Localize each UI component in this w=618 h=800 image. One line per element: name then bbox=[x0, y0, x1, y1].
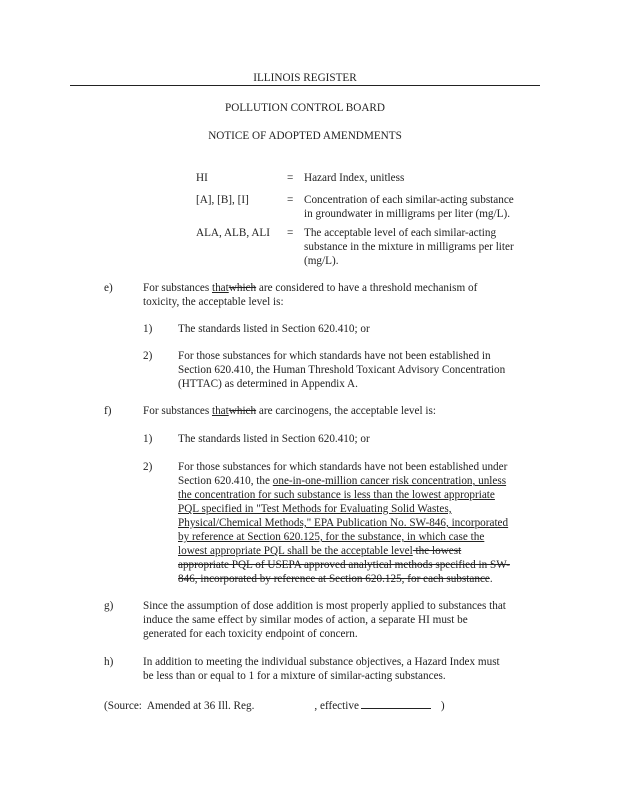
paragraph-label: f) bbox=[104, 405, 112, 417]
equals-sign: = bbox=[287, 194, 294, 206]
text-span: Section 620.410, the bbox=[178, 475, 273, 487]
text-span: For substances bbox=[143, 405, 212, 417]
definition-text: substance in the mixture in milligrams per liter bbox=[304, 241, 514, 253]
deleted-text: 846, incorporated by reference at Section 620.125, for each substance bbox=[178, 573, 490, 585]
inserted-text: the concentration for such substance is less than the lowest appropriate bbox=[178, 489, 495, 501]
text-span: . bbox=[489, 573, 493, 585]
item-text bbox=[178, 502, 536, 517]
text-span: For substances bbox=[143, 282, 212, 294]
deleted-text: which bbox=[228, 282, 257, 294]
board-title: POLLUTION CONTROL BOARD bbox=[225, 102, 385, 114]
paragraph-text: toxicity, the acceptable level is: bbox=[143, 296, 284, 308]
source-note bbox=[104, 699, 445, 714]
paragraph-text: generated for each toxicity endpoint of concern. bbox=[143, 628, 358, 640]
definition-term: ALA, ALB, ALI bbox=[196, 227, 270, 239]
text-span: are carcinogens, the acceptable level is: bbox=[256, 405, 436, 417]
item-text bbox=[178, 544, 536, 559]
source-text: ) bbox=[440, 700, 445, 712]
inserted-text: lowest appropriate PQL shall be the acceptable level bbox=[178, 545, 413, 557]
paragraph-text: Since the assumption of dose addition is most properly applied to substances that bbox=[143, 600, 506, 612]
source-text: , effective bbox=[314, 700, 359, 712]
item-text: For those substances for which standards have not been established under bbox=[178, 461, 508, 473]
blank-line bbox=[361, 708, 431, 709]
inserted-text: by reference at Section 620.125, for the substance, in which case the bbox=[178, 531, 485, 543]
paragraph-label: g) bbox=[104, 600, 114, 612]
definition-term: HI bbox=[196, 172, 208, 184]
paragraph-text: be less than or equal to 1 for a mixture of similar-acting substances. bbox=[143, 670, 446, 682]
paragraph-label: e) bbox=[104, 282, 113, 294]
equals-sign: = bbox=[287, 172, 294, 184]
definition-term: [A], [B], [I] bbox=[196, 194, 249, 206]
paragraph-text bbox=[143, 404, 536, 419]
item-text: The standards listed in Section 620.410; or bbox=[178, 433, 370, 445]
definition-text: (mg/L). bbox=[304, 255, 339, 267]
item-number: 1) bbox=[143, 433, 153, 445]
inserted-text: PQL specified in "Test Methods for Evaluating Solid Wastes, bbox=[178, 503, 452, 515]
deleted-text: appropriate PQL of USEPA approved analytical methods specified in SW- bbox=[178, 559, 510, 571]
definition-text: The acceptable level of each similar-acting bbox=[304, 227, 497, 239]
equals-sign: = bbox=[287, 227, 294, 239]
text-span: are considered to have a threshold mechanism of bbox=[256, 282, 478, 294]
item-number: 2) bbox=[143, 461, 153, 473]
item-text: Section 620.410, the Human Threshold Toxicant Advisory Concentration bbox=[178, 364, 506, 376]
source-text: (Source: Amended at 36 Ill. Reg. bbox=[104, 700, 255, 712]
item-text bbox=[178, 516, 536, 531]
item-number: 2) bbox=[143, 350, 153, 362]
item-text: (HTTAC) as determined in Appendix A. bbox=[178, 378, 358, 390]
deleted-text: the lowest bbox=[412, 545, 462, 557]
item-text bbox=[178, 572, 536, 587]
deleted-text: which bbox=[228, 405, 257, 417]
inserted-text: that bbox=[211, 405, 229, 417]
paragraph-text: In addition to meeting the individual substance objectives, a Hazard Index must bbox=[143, 656, 500, 668]
inserted-text: Physical/Chemical Methods," EPA Publication No. SW-846, incorporated bbox=[178, 517, 509, 529]
inserted-text: that bbox=[211, 282, 229, 294]
paragraph-text: induce the same effect by similar modes of action, a separate HI must be bbox=[143, 614, 468, 626]
item-number: 1) bbox=[143, 323, 153, 335]
definition-text: Hazard Index, unitless bbox=[304, 172, 405, 184]
notice-title: NOTICE OF ADOPTED AMENDMENTS bbox=[208, 130, 402, 142]
item-text bbox=[178, 558, 536, 573]
item-text: The standards listed in Section 620.410; or bbox=[178, 323, 370, 335]
paragraph-text bbox=[143, 281, 536, 296]
definition-text: Concentration of each similar-acting substance bbox=[304, 194, 514, 206]
paragraph-label: h) bbox=[104, 656, 114, 668]
item-text bbox=[178, 488, 536, 503]
register-title: ILLINOIS REGISTER bbox=[70, 72, 540, 86]
item-text bbox=[178, 530, 536, 545]
item-text bbox=[178, 474, 536, 489]
definition-text: in groundwater in milligrams per liter (mg/L). bbox=[304, 208, 510, 220]
inserted-text: one-in-one-million cancer risk concentration, unless bbox=[272, 475, 507, 487]
item-text: For those substances for which standards have not been established in bbox=[178, 350, 491, 362]
